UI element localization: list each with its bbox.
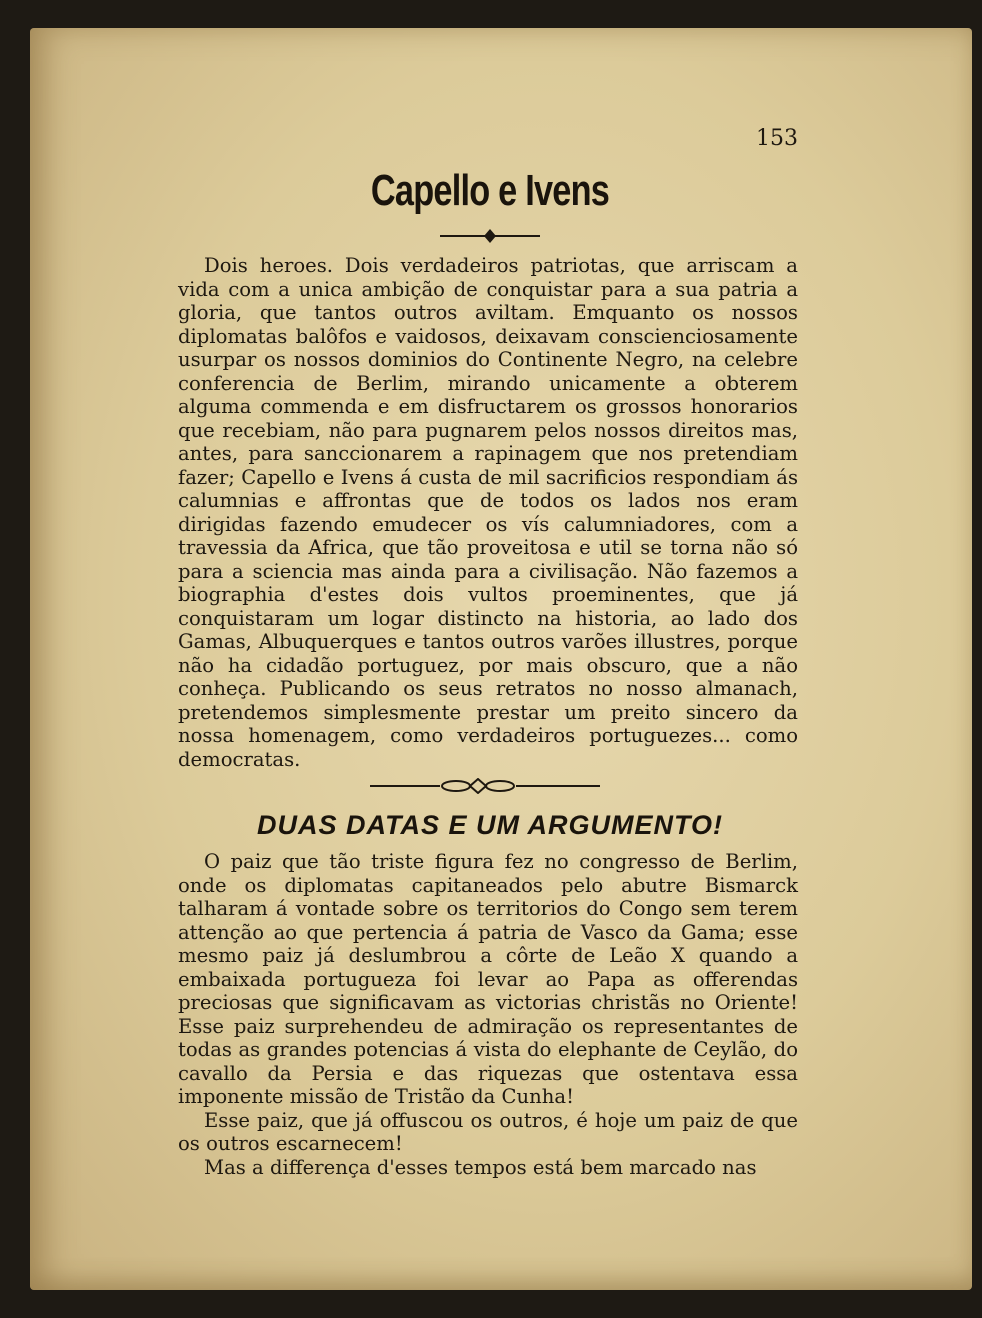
section-divider-ornament [370,778,620,794]
section2-paragraph-1: O paiz que tão triste figura fez no congresso de Berlim, onde os diplomatas capitaneados pelo abutre Bismarck talharam á vontade sobre os territorios do Congo sem terem attenção ao que pertencia á patria de Vasco da Gama; esse mesmo paiz já deslumbrou a côrte de Leão X quando a embaixada portugueza foi levar ao Papa as offerendas preciosas que significavam as victorias christãs no Oriente! Esse paiz surprehendeu de admiração os representantes de todas as grandes potencias á vista do elephante de Ceylão, do cavallo da Persia e das riquezas que ostentava essa imponente missão de Tristão da Cunha! [178,850,798,1108]
section2-paragraph-2: Esse paiz, que já offuscou os outros, é hoje um paiz de que os outros escarnecem! [178,1108,798,1155]
section-title-capello-ivens: Capello e Ivens [370,166,610,215]
title-ornament [440,228,540,244]
section1-paragraph: Dois heroes. Dois verdadeiros patriotas, que arriscam a vida com a unica ambição de conquistar para a sua patria a gloria, que tantos outros aviltam. Emquanto os nossos diplomatas balôfos e vaidosos, deixavam conscienciosamente usurpar os nossos dominios do Continente Negro, na celebre conferencia de Berlim, mirando unicamente a obterem alguma commenda e em disfructarem os grossos honorarios que recebiam, não para pugnarem pelos nossos direitos mas, antes, para sanccionarem a rapinagem que nos pretendiam fazer; Capello e Ivens á custa de mil sacrificios respondiam ás calumnias e affrontas que de todos os lados nos eram dirigidas fazendo emudecer os vís calumniadores, com a travessia da Africa, que tão proveitosa e util se torna não só para a sciencia mas ainda para a civilisação. Não fazemos a biographia d'estes dois vultos proeminentes, que já conquistaram um logar distincto na historia, ao lado dos Gamas, Albuquerques e tantos outros varões illustres, porque não ha cidadão portuguez, por mais obscuro, que a não conheça. Publicando os seus retratos no nosso almanach, pretendemos simplesmente prestar um preito sincero da nossa homenagem, como verdadeiros portuguezes... como democratas. [178,254,798,771]
section-title-duas-datas: DUAS DATAS E UM ARGUMENTO! [257,810,723,840]
page-number: 153 [756,126,798,151]
section1-body [178,254,798,771]
section2-body [178,850,798,1179]
section2-paragraph-3: Mas a differença d'esses tempos está bem marcado nas [204,1155,757,1179]
